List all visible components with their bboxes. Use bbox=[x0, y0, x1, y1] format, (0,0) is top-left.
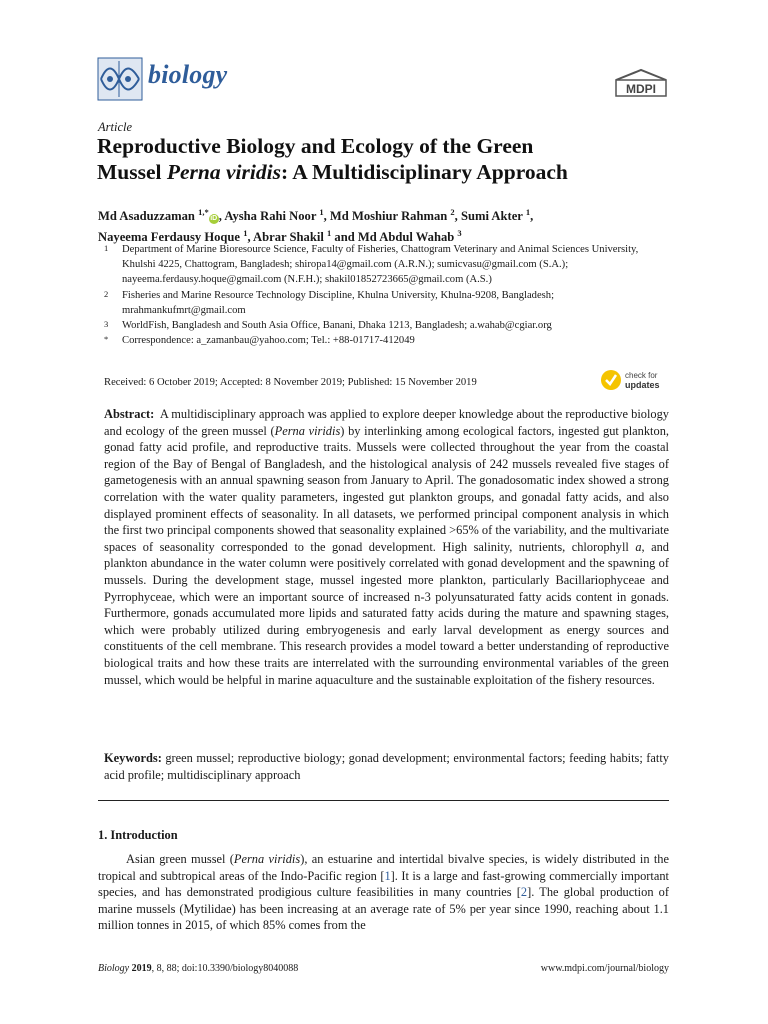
mdpi-logo-icon bbox=[613, 68, 669, 98]
keywords: Keywords: green mussel; reproductive biology; gonad development; environmental factors; feeding habits; fatty acid profile; multidisciplinary approach bbox=[104, 751, 669, 782]
author[interactable]: Abrar Shakil $^1$ bbox=[253, 227, 332, 244]
author[interactable]: Md Abdul Wahab $^3$ bbox=[357, 227, 462, 244]
footer-citation: Biology 2019, 8, 88; doi:10.3390/biology8040088 bbox=[98, 963, 299, 974]
title-line-1: Reproductive Biology and Ecology of the Green bbox=[97, 134, 534, 158]
author[interactable]: Nayeema Ferdausy Hoque $^1$ bbox=[98, 227, 248, 244]
affiliation: 2 Fisheries and Marine Resource Technology Discipline, Khulna University, Khulna-9208, Bangladesh; mrahmankufmrt@gmail.com bbox=[104, 288, 555, 316]
footer-journal-url[interactable]: www.mdpi.com/journal/biology bbox=[540, 963, 669, 974]
affiliation-list bbox=[104, 242, 674, 348]
article-type: Article bbox=[98, 120, 133, 134]
updates-line-1: check for bbox=[625, 371, 658, 380]
updates-line-2: updates bbox=[625, 380, 660, 390]
title-line-2: Mussel Perna viridis: A Multidisciplinary Approach bbox=[97, 159, 568, 184]
citation-link[interactable]: 1 bbox=[384, 868, 391, 883]
publisher-name: MDPI bbox=[626, 82, 656, 96]
section-heading: 1. Introduction bbox=[98, 828, 178, 842]
correspondence: * Correspondence: a_zamanbau@yahoo.com; Tel.: +88-01717-412049 bbox=[104, 334, 415, 347]
affiliation: 3 WorldFish, Bangladesh and South Asia Office, Banani, Dhaka 1213, Bangladesh; a.wahab@cgiar.org bbox=[104, 319, 552, 332]
orcid-icon[interactable]: iD bbox=[210, 215, 218, 222]
affiliation: 1 Department of Marine Bioresource Science, Faculty of Fisheries, Chattogram Veterinary and Animal Sciences University, Khulshi 4225, Chattogram, Bangladesh; shiropa14@gmail.com (A.R.N.); sumicvasu@gmail.com (S.A.); nayeema.ferdausy.hoque@gmail.com (N.F.H.); shakil01852723665@gmail.com (A.S.) bbox=[104, 243, 639, 286]
keywords-label: Keywords: bbox=[104, 751, 162, 765]
section-divider bbox=[98, 800, 669, 801]
journal-name: biology bbox=[148, 60, 228, 89]
abstract-label: Abstract: bbox=[104, 407, 155, 421]
abstract: Abstract: A multidisciplinary approach was applied to explore deeper knowledge about the reproductive biology and ecology of the green mussel (Perna viridis) by interlinking among ecological factors, ingested gut plankton, gonad fatty acid profile, and reproductive traits. Mussels were collected throughout the year from the coastal region of the Bay of Bengal of Bangladesh, and the histological analysis of 242 mussels revealed five stages of gametogenesis with an annual spawning season from January to April. The gonadosomatic index showed a strong correlation with the water quality parameters, ingested gut plankton groups, and gonadal fatty acids, and also displayed prominent effects of seasonality. In all datasets, we performed principal component analysis in which the first two principal components showed that seasonality explained >65% of the variability, and the multivariate spaces of seasonality corresponded to the gonad development. High salinity, nutrients, chlorophyll a, and plankton abundance in the water column were positively correlated with gonad development and the spawning of mussels. During the development stage, mussel ingested more plankton, particularly Bacillariophyceae and Pyrrophyceae, which were an important source of increased n-3 polyunsaturated fatty acids content in gonads. Furthermore, gonads accumulated more lipids and saturated fatty acids during the mature and spawning stages, which were probably utilized during embryogenesis and early larval development as energy sources and constituents of the cell membrane. This research provides a model toward a better understanding of reproductive biological traits and how these traits are interrelated with the surrounding environmental variables of the green mussel, which would be helpful in marine aquaculture and the sustainable exploitation of the fishery resources. bbox=[104, 407, 669, 687]
author[interactable]: Aysha Rahi Noor $^1$ bbox=[224, 207, 324, 223]
citation-link[interactable]: 2 bbox=[520, 885, 528, 900]
author[interactable]: Md Moshiur Rahman $^2$ bbox=[329, 207, 455, 223]
author-list: Md Asaduzzaman $^{1,*}$iD , Aysha Rahi Noor $^1$, Md Moshiur Rahman $^2$, Sumi Akter $^1$, Nayeema Ferdausy Hoque $^1$, Abrar Shakil $^1$ and Md Abdul Wahab $^3$ bbox=[98, 207, 534, 244]
author[interactable]: Md Asaduzzaman $^{1,*}$ bbox=[98, 207, 209, 223]
publication-dates: Received: 6 October 2019; Accepted: 8 November 2019; Published: 15 November 2019 bbox=[104, 377, 477, 388]
journal-logo-icon bbox=[97, 57, 143, 101]
paper-title bbox=[97, 134, 697, 185]
author[interactable]: Sumi Akter $^1$ bbox=[460, 207, 531, 223]
check-for-updates-badge[interactable] bbox=[600, 368, 672, 392]
introduction-paragraph: Asian green mussel (Perna viridis), an estuarine and intertidal bivalve species, is widely distributed in the tropical and subtropical areas of the Indo-Pacific region [1]. It is a large and fast-growing commercially important species, and has demonstrated prodigious culture feasibilities in many countries [2]. The global production of marine mussels (Mytilidae) has been increasing at an average rate of 5% per year since 1990, reaching about 1.1 million tonnes in 2015, of which 85% comes from the bbox=[98, 852, 670, 933]
